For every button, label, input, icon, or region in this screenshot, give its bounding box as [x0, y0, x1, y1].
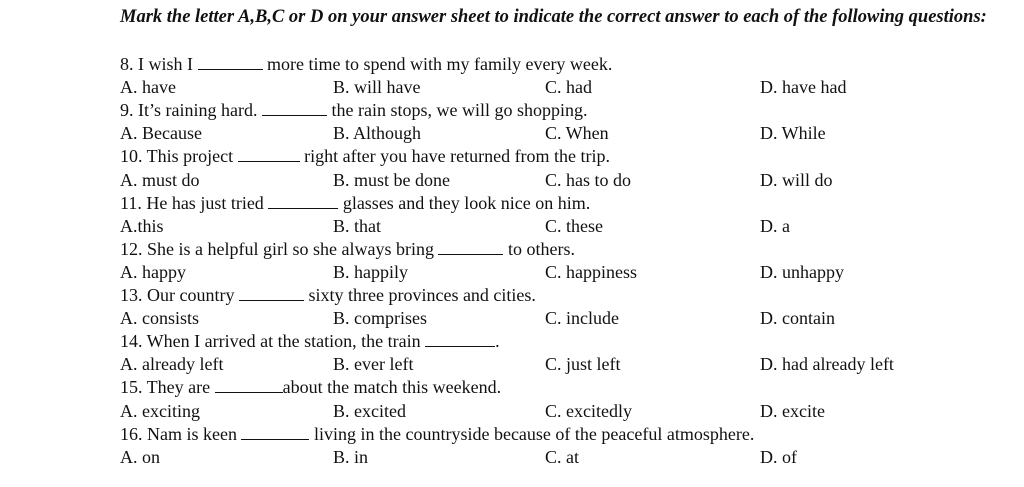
option-a: A. Because — [120, 123, 202, 144]
option-b: B. comprises — [333, 308, 427, 329]
question-14 — [120, 330, 500, 352]
option-a: A. have — [120, 77, 176, 98]
question-text-continued: the rain stops, we will go shopping. — [326, 100, 588, 121]
option-c: C. has to do — [545, 169, 632, 190]
option-d: D. had already left — [760, 354, 894, 375]
question-text-continued: living in the countryside because of the peaceful atmosphere. — [309, 423, 755, 444]
question-text-continued: . — [495, 331, 500, 352]
question-text: 15. They are — [120, 377, 215, 398]
question-text: 8. I wish I — [120, 54, 198, 74]
option-b: B. excited — [333, 400, 406, 421]
answer-blank — [262, 101, 327, 116]
answer-blank — [239, 286, 304, 301]
option-c: C. had — [545, 77, 592, 98]
question-9 — [120, 99, 587, 121]
question-text: 14. When I arrived at the station, the train — [120, 331, 426, 352]
question-12 — [120, 238, 575, 260]
option-d: D. excite — [760, 400, 825, 421]
option-c: C. at — [545, 446, 579, 467]
option-c: C. excitedly — [545, 400, 632, 421]
answer-blank — [268, 194, 338, 209]
question-8 — [120, 53, 612, 75]
option-d: D. unhappy — [760, 261, 844, 282]
option-c: C. just left — [545, 354, 621, 375]
question-text-continued: about the match this weekend. — [282, 377, 502, 398]
option-a: A. exciting — [120, 400, 200, 421]
question-15 — [120, 376, 501, 398]
option-d: D. of — [760, 446, 797, 467]
answer-blank — [438, 240, 503, 255]
option-b: B. ever left — [333, 354, 414, 375]
option-b: B. must be done — [333, 169, 450, 190]
option-d: D. contain — [760, 308, 835, 329]
option-c: C. these — [545, 215, 603, 236]
option-b: B. in — [333, 446, 369, 467]
option-c: C. happiness — [545, 261, 637, 282]
option-c: C. include — [545, 308, 619, 329]
option-d: D. will do — [760, 169, 833, 190]
question-text: 9. It’s raining hard. — [120, 100, 262, 121]
option-b: B. happily — [333, 261, 408, 282]
answer-blank — [425, 332, 495, 347]
question-text-continued: glasses and they look nice on him. — [338, 192, 591, 213]
question-text: 12. She is a helpful girl so she always bring — [120, 238, 439, 259]
option-a: A. already left — [120, 354, 224, 375]
question-11 — [120, 192, 590, 214]
instructions-heading: Mark the letter A,B,C or D on your answer sheet to indicate the correct answer to each of the following questions: — [120, 7, 987, 27]
option-a: A. must do — [120, 169, 200, 190]
answer-blank — [198, 55, 263, 70]
option-a: A. consists — [120, 308, 200, 329]
option-a: A.this — [120, 215, 164, 236]
option-b: B. that — [333, 215, 381, 236]
answer-blank — [238, 147, 300, 162]
option-d: D. While — [760, 123, 826, 144]
option-d: D. a — [760, 215, 790, 236]
option-b: B. Although — [333, 123, 422, 144]
question-text: 13. Our country — [120, 285, 239, 305]
answer-blank — [215, 378, 283, 393]
answer-blank — [241, 425, 309, 440]
question-text: 16. Nam is keen — [120, 423, 242, 444]
question-16 — [120, 423, 754, 445]
option-c: C. When — [545, 123, 609, 144]
question-text-continued: more time to spend with my family every week. — [262, 54, 613, 74]
question-text-continued: sixty three provinces and cities. — [303, 285, 536, 305]
option-a: A. on — [120, 446, 160, 467]
question-text-continued: right after you have returned from the trip. — [299, 146, 611, 167]
question-text-continued: to others. — [503, 238, 575, 259]
question-text: 10. This project — [120, 146, 238, 167]
question-13 — [120, 284, 536, 306]
question-text: 11. He has just tried — [120, 192, 269, 213]
option-d: D. have had — [760, 77, 847, 98]
option-a: A. happy — [120, 261, 186, 282]
question-10 — [120, 145, 610, 167]
option-b: B. will have — [333, 77, 421, 98]
